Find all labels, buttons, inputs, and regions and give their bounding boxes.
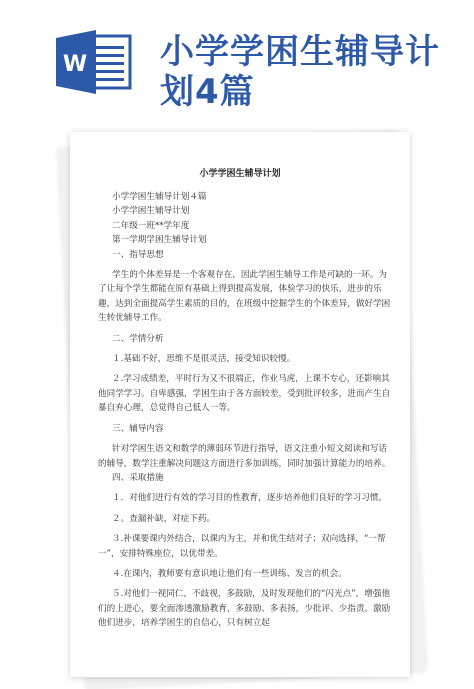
- doc-line: 第一学期学困生辅导计划: [112, 235, 207, 246]
- doc-paragraph: ３.补课要课内外结合，以课内为主，并和优生结对子；双向选择，“一帮一”，安排特殊座位，以优带差。: [98, 534, 386, 559]
- word-icon-letter: W: [62, 52, 88, 77]
- page-title-line-2: 划4篇: [160, 72, 255, 112]
- doc-paragraph: ２。查漏补缺，对症下药。: [112, 513, 216, 524]
- doc-paragraph: 学生的个体差异是一个客观存在，因此学困生辅导工作是可缺的一环。为了让每个学生都能在原有基础上得到提高发展，体验学习的快乐，进步的乐趣，达到全面提高学生素质的目的，在班级中挖掘学生的个体差异，做好学困生转优辅导工作。: [98, 270, 391, 324]
- page-title: [160, 32, 460, 112]
- doc-paragraph: ４.在课内，教师要有意识地让他们有一些训练、发言的机会。: [112, 568, 347, 579]
- word-document-icon: [56, 30, 134, 94]
- doc-paragraph: ５.对他们一视同仁，不歧视，多鼓励，及时发现他们的“闪光点”，增强他们的上进心，要全面渗透激励教育，多鼓励、多表扬，少批评、少指责。激励他们进步，培养学困生的自信心，只有树立起: [98, 589, 391, 629]
- doc-heading: 三、辅导内容: [112, 423, 164, 434]
- doc-paragraph: １．对他们进行有效的学习目的性教育，逐步培养他们良好的学习习惯。: [112, 493, 388, 504]
- document-title: 小学学困生辅导计划: [199, 169, 281, 179]
- document-body: [98, 190, 393, 631]
- doc-paragraph: 针对学困生语文和数学的薄弱环节进行指导，语文注重小短文阅读和写话的辅导，数学注重解决问题这方面进行多加训练，同时加强计算能力的培养。: [98, 444, 391, 469]
- doc-heading: 一、指导思想: [112, 249, 164, 260]
- doc-heading: 二、学情分析: [112, 333, 164, 344]
- page-title-line-1: 小学学困生辅导计: [160, 32, 440, 72]
- doc-line: 小学学困生辅导计划４篇: [112, 192, 207, 202]
- doc-line: 小学学困生辅导计划: [112, 206, 190, 217]
- doc-heading: 四、采取措施: [112, 472, 164, 483]
- doc-paragraph: ２.学习成绩差，平时行为又不很端正，作业马虎，上课不专心，还影响其他同学学习。自卑感强，学困生由于各方面较差，受到批评较多，进而产生自暴自弃心理，总觉得自己低人一等。: [98, 374, 391, 414]
- document-page: [70, 132, 410, 677]
- doc-line: 二年级一班**学年度: [112, 220, 190, 231]
- doc-paragraph: １.基础不好，思维不是很灵活，接受知识较慢。: [112, 354, 296, 365]
